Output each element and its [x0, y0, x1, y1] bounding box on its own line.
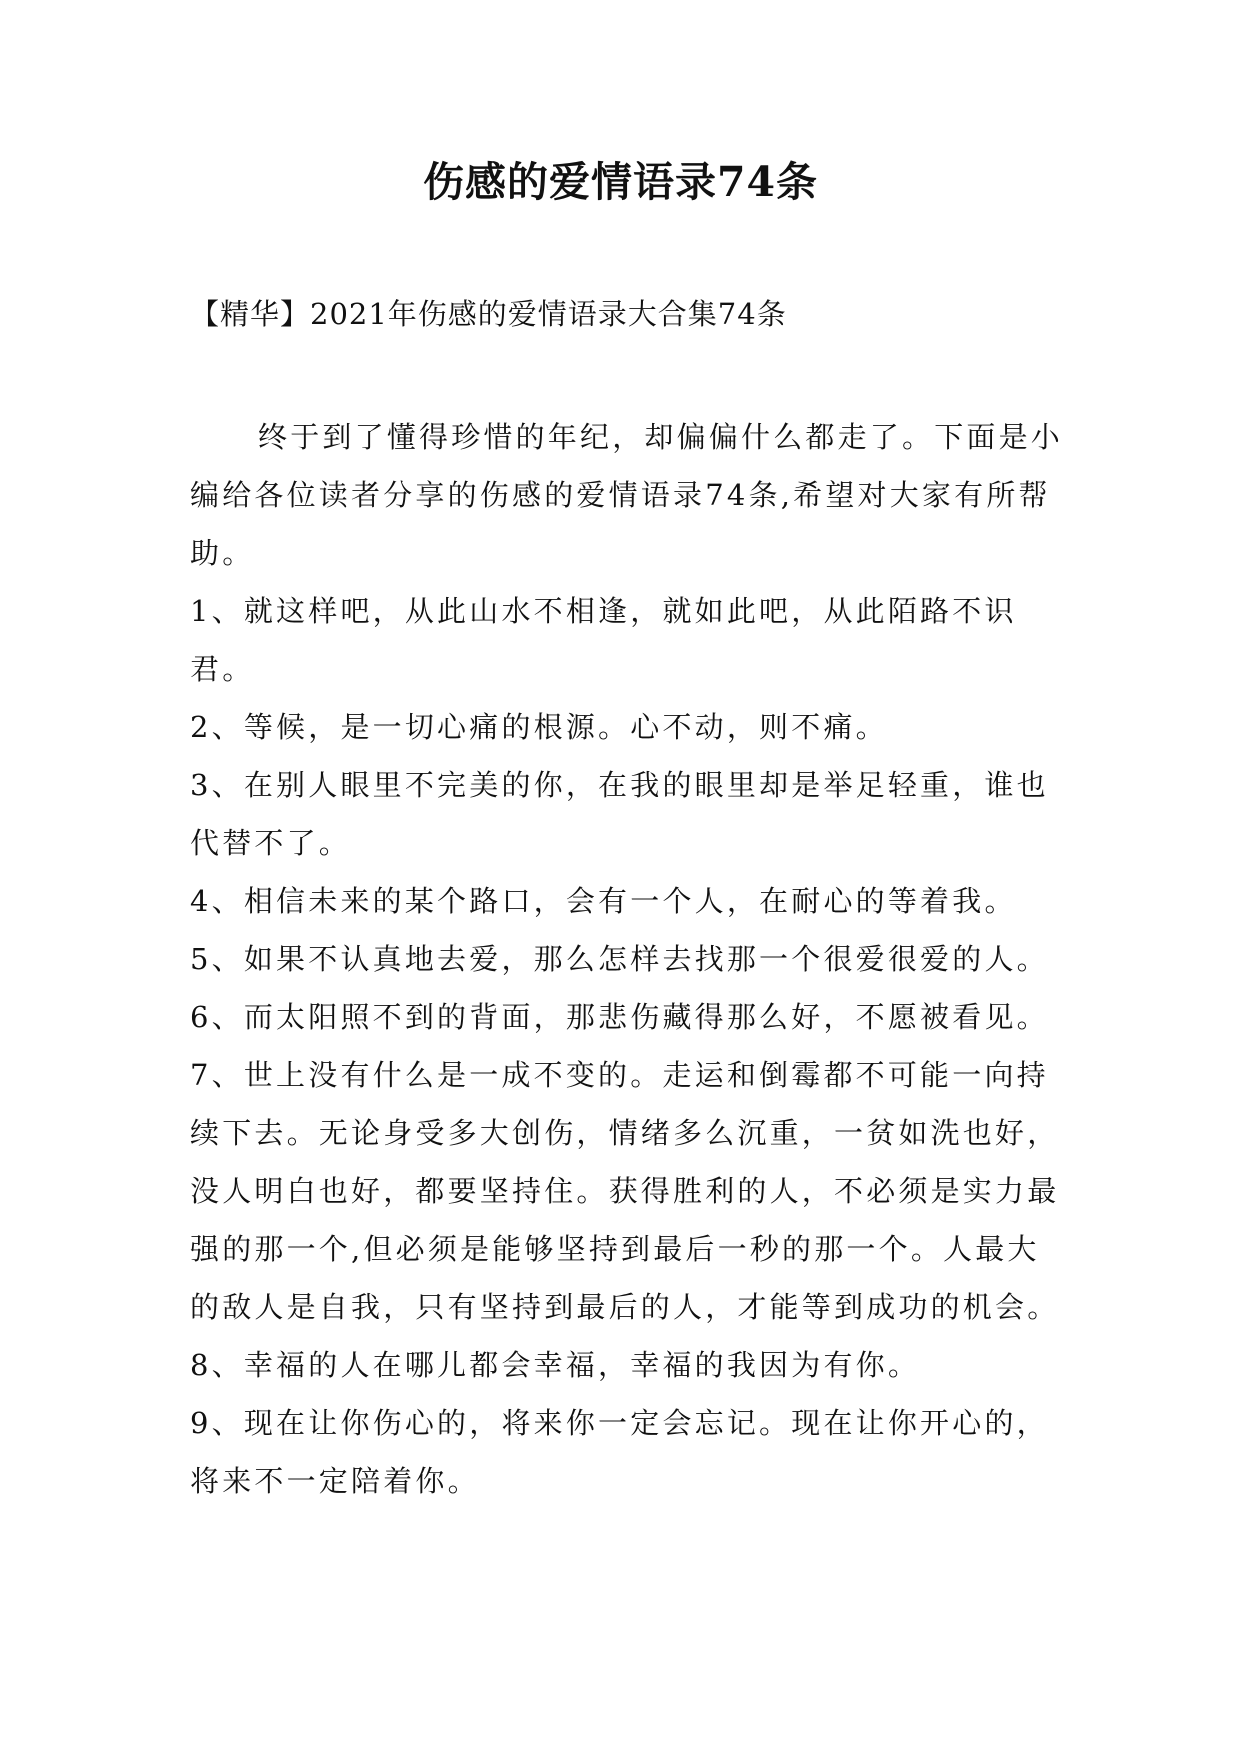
quote-item: 4、相信未来的某个路口，会有一个人，在耐心的等着我。 — [190, 884, 1017, 918]
quote-item: 7、世上没有什么是一成不变的。走运和倒霉都不可能一向持续下去。无论身受多大创伤，情绪多么沉重，一贫如洗也好，没人明白也好，都要坚持住。获得胜利的人，不必须是实力最强的那一个,但必须是能够坚持到最后一秒的那一个。人最大的敌人是自我，只有坚持到最后的人，才能等到成功的机会。 — [190, 1058, 1060, 1324]
intro-paragraph: 终于到了懂得珍惜的年纪，却偏偏什么都走了。下面是小编给各位读者分享的伤感的爱情语录74条,希望对大家有所帮助。 — [190, 420, 1064, 570]
document-title: 伤感的爱情语录74条 — [422, 158, 819, 206]
quote-item: 1、就这样吧，从此山水不相逢，就如此吧，从此陌路不识君。 — [190, 594, 1017, 686]
quote-item: 5、如果不认真地去爱，那么怎样去找那一个很爱很爱的人。 — [190, 942, 1049, 976]
quote-item: 8、幸福的人在哪儿都会幸福，幸福的我因为有你。 — [190, 1348, 921, 1382]
quote-item: 3、在别人眼里不完美的你，在我的眼里却是举足轻重，谁也代替不了。 — [190, 768, 1049, 860]
document-subtitle: 【精华】2021年伤感的爱情语录大合集74条 — [190, 297, 787, 331]
quote-item: 9、现在让你伤心的，将来你一定会忘记。现在让你开心的，将来不一定陪着你。 — [190, 1406, 1049, 1498]
document-body — [190, 408, 1070, 1510]
quote-item: 2、等候，是一切心痛的根源。心不动，则不痛。 — [190, 710, 888, 744]
quote-item: 6、而太阳照不到的背面，那悲伤藏得那么好，不愿被看见。 — [190, 1000, 1049, 1034]
